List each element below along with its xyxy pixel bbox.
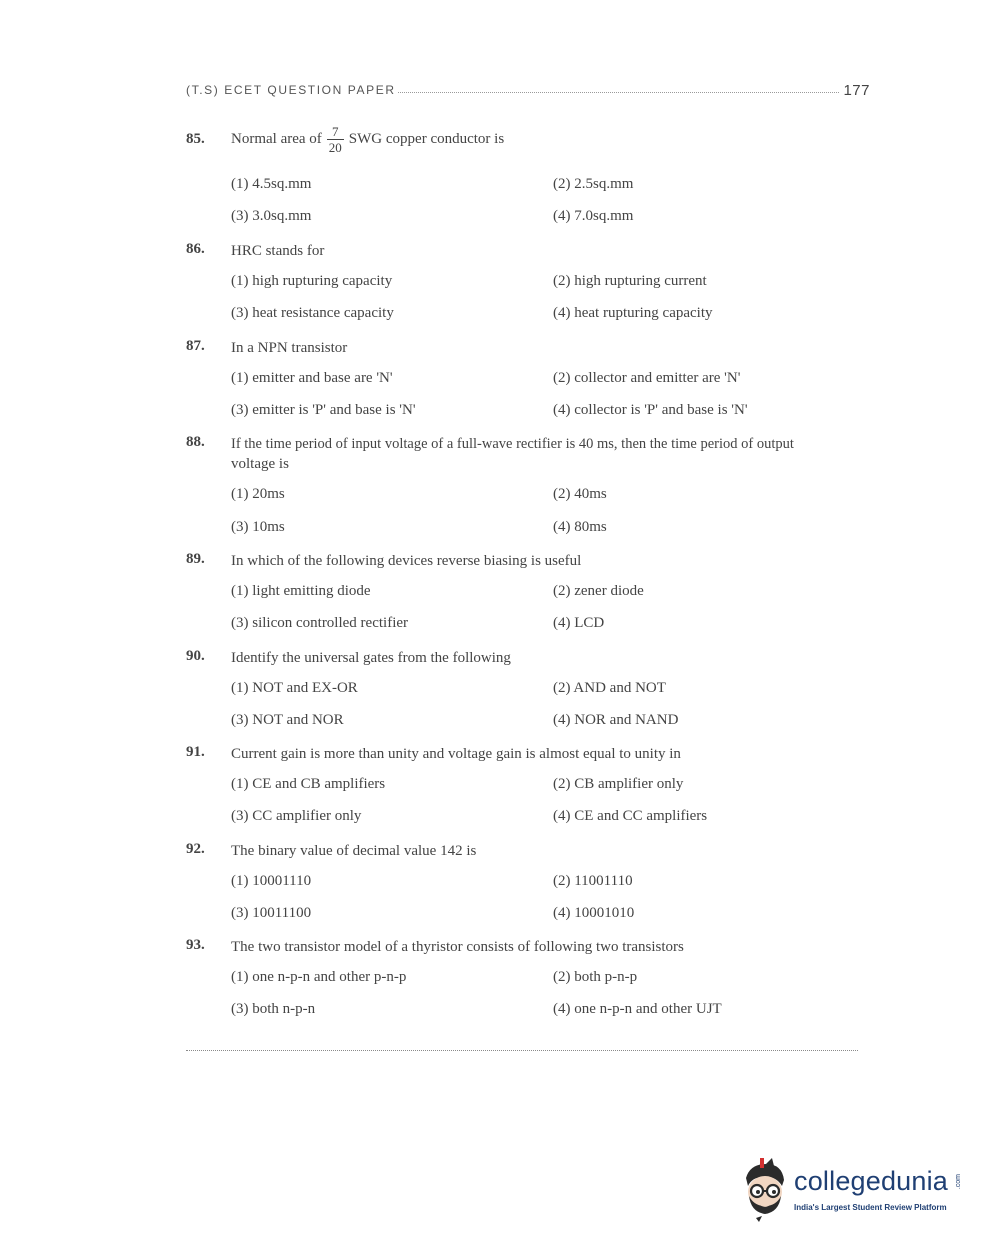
option-1: (1) NOT and EX-OR — [231, 680, 358, 696]
question-text: The binary value of decimal value 142 is — [231, 843, 477, 859]
option-4: (4) 80ms — [553, 519, 607, 535]
option-1: (1) one n-p-n and other p-n-p — [231, 969, 407, 985]
question-text-after: SWG copper conductor is — [348, 131, 505, 147]
logo-domain: .com — [955, 1174, 962, 1190]
option-2: (2) CB amplifier only — [553, 776, 684, 792]
option-4: (4) collector is 'P' and base is 'N' — [553, 402, 748, 418]
question-number: 93. — [186, 937, 205, 953]
option-2: (2) AND and NOT — [553, 680, 666, 696]
option-4: (4) heat rupturing capacity — [553, 305, 713, 321]
question-text: HRC stands for — [231, 243, 325, 259]
page-header — [186, 80, 870, 100]
option-1: (1) high rupturing capacity — [231, 273, 393, 289]
question-text: In which of the following devices reverse biasing is useful — [231, 553, 582, 569]
option-3: (3) both n-p-n — [231, 1001, 316, 1017]
question-text: Current gain is more than unity and voltage gain is almost equal to unity in — [231, 746, 681, 762]
question-number: 88. — [186, 434, 205, 450]
question-text-before: Normal area of — [231, 131, 322, 147]
collegedunia-logo — [736, 1156, 966, 1224]
option-1: (1) emitter and base are 'N' — [231, 370, 393, 386]
fraction — [327, 124, 344, 155]
question-text: The two transistor model of a thyristor consists of following two transistors — [231, 939, 684, 955]
option-3: (3) silicon controlled rectifier — [231, 615, 409, 631]
question-number: 85. — [186, 131, 205, 147]
option-1: (1) 4.5sq.mm — [231, 176, 312, 192]
fraction-denominator: 20 — [328, 140, 342, 156]
header-dotted-rule — [398, 92, 840, 93]
option-1: (1) CE and CB amplifiers — [231, 776, 386, 792]
option-4: (4) LCD — [553, 615, 605, 631]
question-text: In a NPN transistor — [231, 340, 348, 356]
option-2: (2) 11001110 — [553, 873, 633, 889]
option-3: (3) CC amplifier only — [231, 808, 362, 824]
question-number: 92. — [186, 841, 205, 857]
option-4: (4) one n-p-n and other UJT — [553, 1001, 722, 1017]
question-number: 86. — [186, 241, 205, 257]
option-3: (3) 10011100 — [231, 905, 312, 921]
option-2: (2) 40ms — [553, 486, 607, 502]
footer-dotted-rule — [186, 1050, 858, 1051]
page-number: 177 — [843, 81, 870, 99]
option-2: (2) both p-n-p — [553, 969, 638, 985]
option-4: (4) 10001010 — [553, 905, 635, 921]
question-text: Identify the universal gates from the following — [231, 650, 511, 666]
option-2: (2) 2.5sq.mm — [553, 176, 634, 192]
option-2: (2) high rupturing current — [553, 273, 707, 289]
option-3: (3) NOT and NOR — [231, 712, 344, 728]
question-text-line-1: If the time period of input voltage of a full-wave rectifier is 40 ms, then the time period of output — [231, 436, 794, 452]
option-2: (2) zener diode — [553, 583, 644, 599]
question-number: 91. — [186, 744, 205, 760]
option-2: (2) collector and emitter are 'N' — [553, 370, 741, 386]
logo-wordmark: collegedunia — [794, 1166, 949, 1196]
fraction-numerator: 7 — [332, 124, 339, 140]
question-text — [231, 121, 504, 157]
option-1: (1) 20ms — [231, 486, 285, 502]
option-3: (3) emitter is 'P' and base is 'N' — [231, 402, 416, 418]
option-3: (3) 10ms — [231, 519, 285, 535]
option-1: (1) 10001110 — [231, 873, 312, 889]
question-text-line-2: voltage is — [231, 456, 289, 472]
logo-tagline: India's Largest Student Review Platform — [794, 1203, 947, 1212]
graduate-mascot-icon — [736, 1156, 792, 1222]
option-4: (4) 7.0sq.mm — [553, 208, 634, 224]
question-number: 87. — [186, 338, 205, 354]
question-number: 89. — [186, 551, 205, 567]
header-title: (T.S) ECET QUESTION PAPER — [186, 83, 396, 97]
option-4: (4) NOR and NAND — [553, 712, 679, 728]
question-number: 90. — [186, 648, 205, 664]
option-3: (3) 3.0sq.mm — [231, 208, 312, 224]
option-4: (4) CE and CC amplifiers — [553, 808, 708, 824]
option-1: (1) light emitting diode — [231, 583, 371, 599]
option-3: (3) heat resistance capacity — [231, 305, 394, 321]
